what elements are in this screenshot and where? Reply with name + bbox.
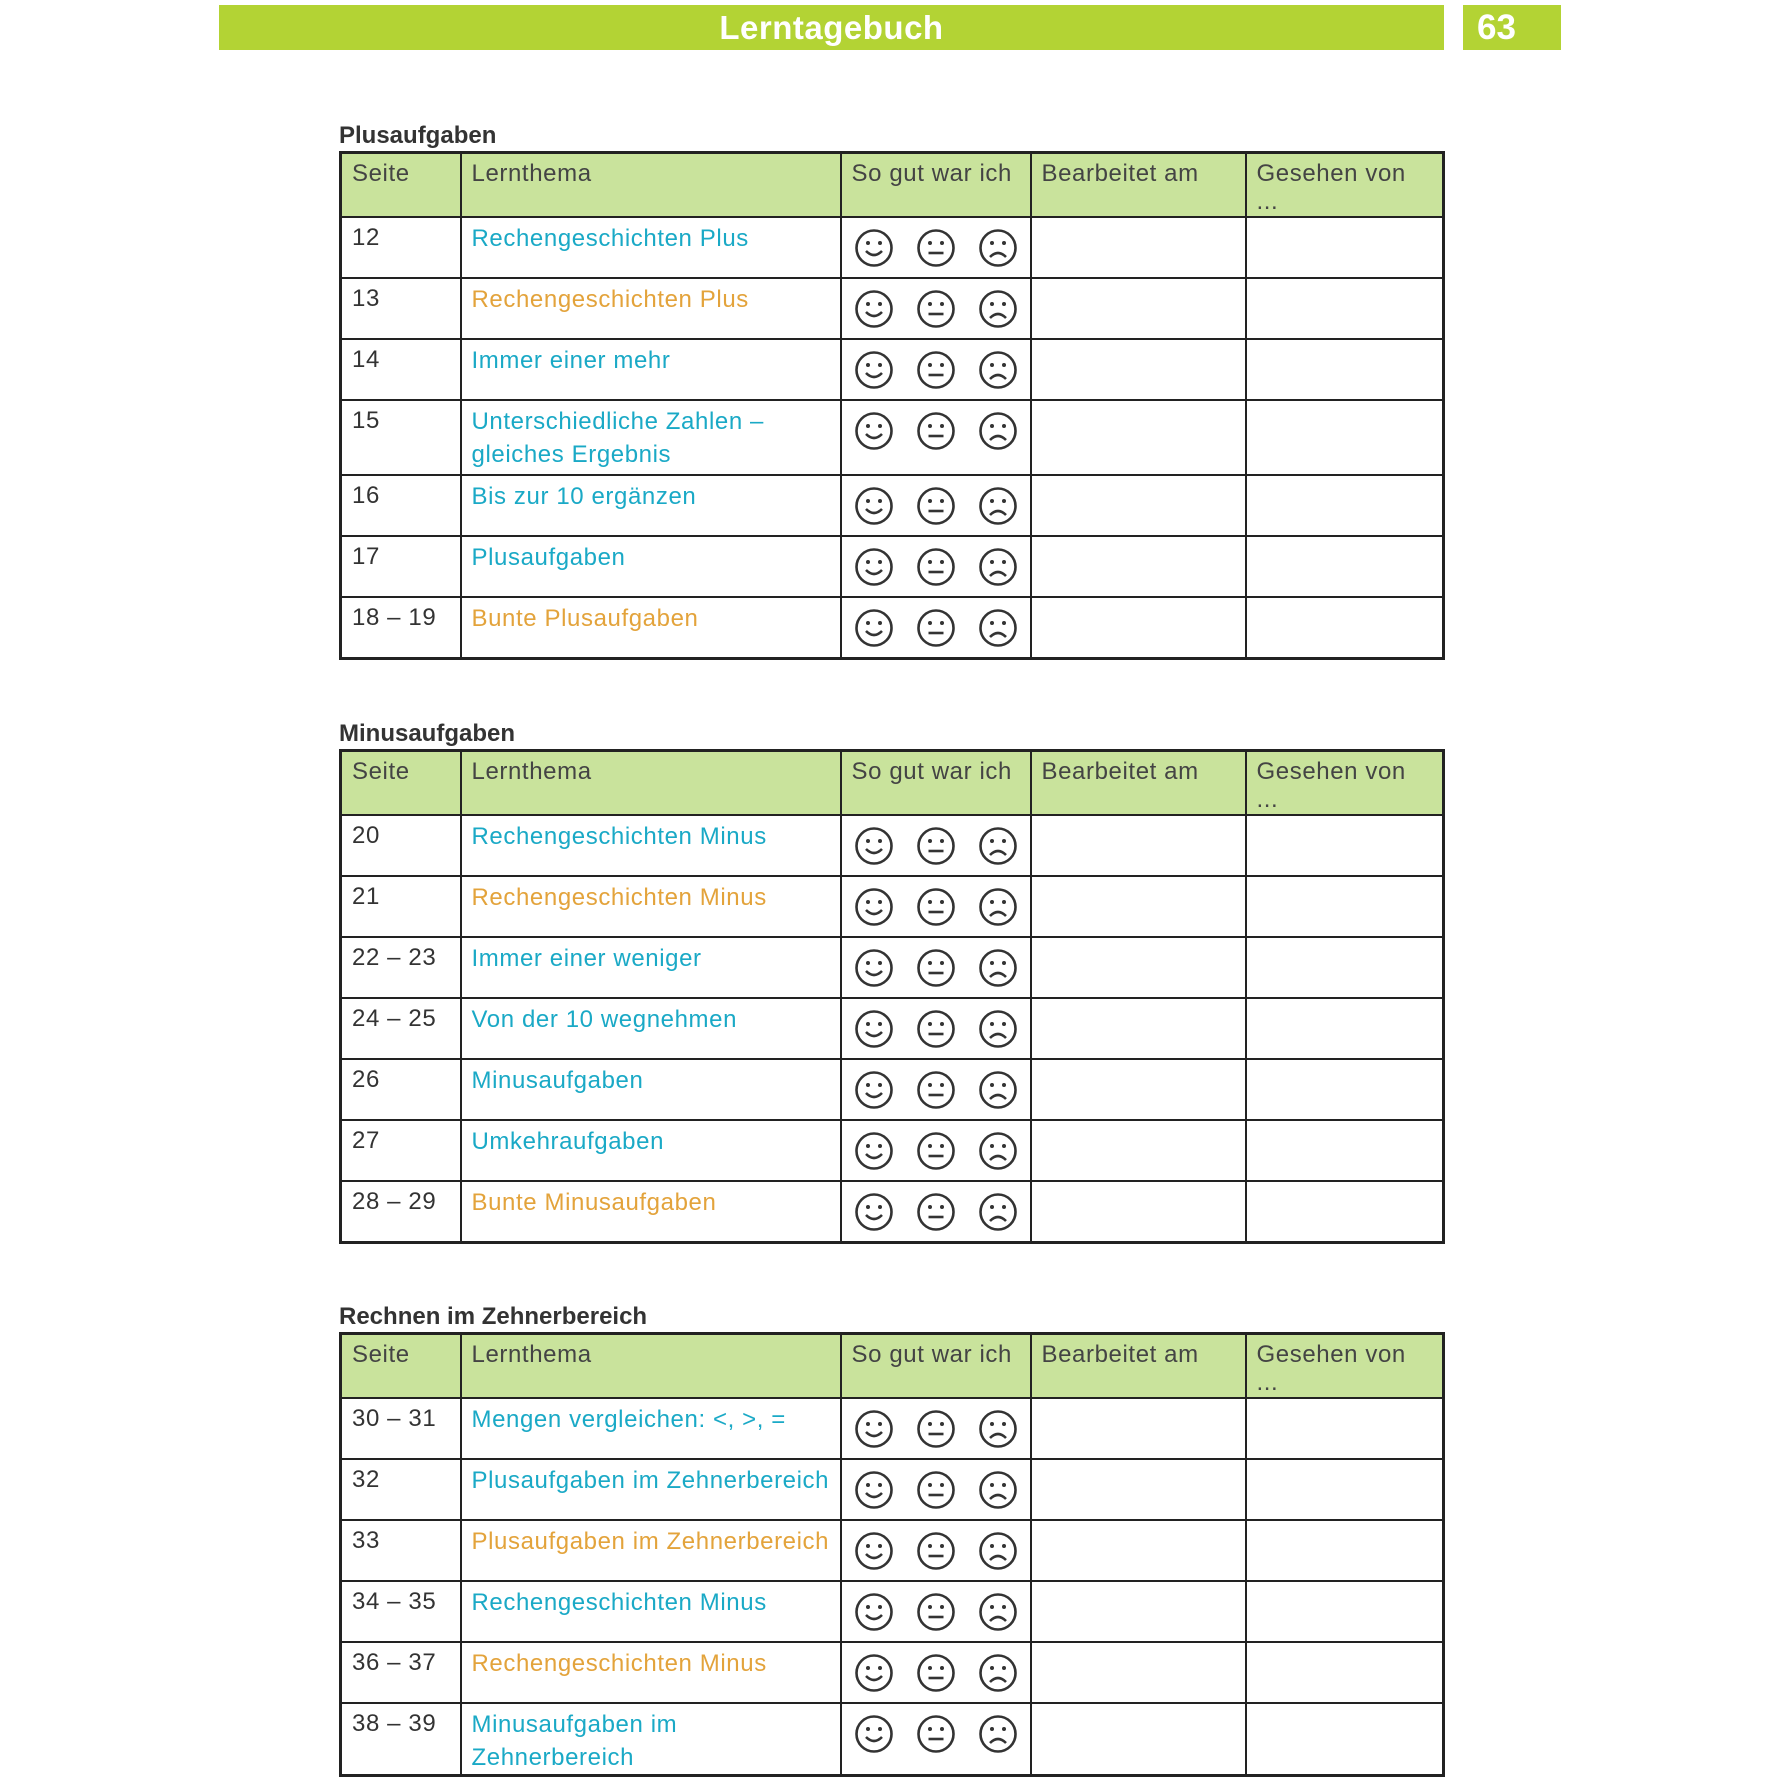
smiley-sad-icon[interactable] <box>978 289 1018 329</box>
header-title-bar <box>219 5 1444 50</box>
smiley-sad-icon[interactable] <box>978 1714 1018 1754</box>
table-header-row <box>341 153 1444 218</box>
rating-cell <box>841 217 1031 278</box>
rating-cell <box>841 400 1031 475</box>
smiley-neutral-icon[interactable] <box>916 948 956 988</box>
column-header: So gut war ich <box>841 751 1031 816</box>
column-header: Gesehen von ... <box>1246 1334 1444 1399</box>
seen-by-cell[interactable] <box>1246 1059 1444 1120</box>
page-number: 63 <box>1477 7 1516 47</box>
seen-by-cell[interactable] <box>1246 339 1444 400</box>
column-header: Bearbeitet am <box>1031 153 1246 218</box>
page-cell: 17 <box>341 536 461 597</box>
table-row <box>341 876 1444 937</box>
seen-by-cell[interactable] <box>1246 876 1444 937</box>
rating-cell <box>841 339 1031 400</box>
rating-cell <box>841 278 1031 339</box>
page-cell: 32 <box>341 1459 461 1520</box>
smiley-neutral-icon[interactable] <box>916 411 956 451</box>
date-cell[interactable] <box>1031 1059 1246 1120</box>
smiley-happy-icon[interactable] <box>854 547 894 587</box>
topic-cell: Unterschiedliche Zahlen – gleiches Ergebnis <box>461 400 841 475</box>
section-title: Plusaufgaben <box>339 122 497 149</box>
date-cell[interactable] <box>1031 1642 1246 1703</box>
smiley-neutral-icon[interactable] <box>916 608 956 648</box>
table-header-row <box>341 751 1444 816</box>
topic-cell: Bunte Minusaufgaben <box>461 1181 841 1242</box>
page-cell: 13 <box>341 278 461 339</box>
smiley-happy-icon[interactable] <box>854 1131 894 1171</box>
rating-cell <box>841 1398 1031 1459</box>
smiley-happy-icon[interactable] <box>854 350 894 390</box>
smiley-happy-icon[interactable] <box>854 228 894 268</box>
smiley-happy-icon[interactable] <box>854 1070 894 1110</box>
smiley-neutral-icon[interactable] <box>916 1470 956 1510</box>
rating-cell <box>841 1520 1031 1581</box>
page-cell: 30 – 31 <box>341 1398 461 1459</box>
smiley-neutral-icon[interactable] <box>916 1131 956 1171</box>
smiley-sad-icon[interactable] <box>978 1131 1018 1171</box>
smiley-happy-icon[interactable] <box>854 411 894 451</box>
topic-cell: Rechengeschichten Minus <box>461 1581 841 1642</box>
topic-cell: Von der 10 wegnehmen <box>461 998 841 1059</box>
smiley-neutral-icon[interactable] <box>916 486 956 526</box>
table-row <box>341 1120 1444 1181</box>
smiley-happy-icon[interactable] <box>854 1653 894 1693</box>
table-row <box>341 536 1444 597</box>
seen-by-cell[interactable] <box>1246 1459 1444 1520</box>
smiley-sad-icon[interactable] <box>978 1653 1018 1693</box>
page-cell: 24 – 25 <box>341 998 461 1059</box>
table-row <box>341 475 1444 536</box>
smiley-sad-icon[interactable] <box>978 1070 1018 1110</box>
smiley-neutral-icon[interactable] <box>916 1653 956 1693</box>
rating-cell <box>841 998 1031 1059</box>
column-header: Lernthema <box>461 751 841 816</box>
rating-cell <box>841 1459 1031 1520</box>
rating-cell <box>841 1581 1031 1642</box>
page-cell: 14 <box>341 339 461 400</box>
smiley-sad-icon[interactable] <box>978 608 1018 648</box>
topic-cell: Umkehraufgaben <box>461 1120 841 1181</box>
rating-cell <box>841 475 1031 536</box>
column-header: Seite <box>341 751 461 816</box>
topic-cell: Bis zur 10 ergänzen <box>461 475 841 536</box>
table-row <box>341 1642 1444 1703</box>
date-cell[interactable] <box>1031 1181 1246 1242</box>
table-row <box>341 998 1444 1059</box>
seen-by-cell[interactable] <box>1246 815 1444 876</box>
smiley-neutral-icon[interactable] <box>916 228 956 268</box>
table-row <box>341 1520 1444 1581</box>
smiley-happy-icon[interactable] <box>854 608 894 648</box>
rating-cell <box>841 536 1031 597</box>
smiley-happy-icon[interactable] <box>854 887 894 927</box>
topic-cell: Mengen vergleichen: <, >, = <box>461 1398 841 1459</box>
smiley-neutral-icon[interactable] <box>916 289 956 329</box>
column-header: Seite <box>341 1334 461 1399</box>
table-row <box>341 1398 1444 1459</box>
column-header: Bearbeitet am <box>1031 1334 1246 1399</box>
smiley-neutral-icon[interactable] <box>916 547 956 587</box>
date-cell[interactable] <box>1031 400 1246 475</box>
topic-cell: Immer einer mehr <box>461 339 841 400</box>
smiley-happy-icon[interactable] <box>854 1192 894 1232</box>
smiley-happy-icon[interactable] <box>854 826 894 866</box>
seen-by-cell[interactable] <box>1246 1520 1444 1581</box>
date-cell[interactable] <box>1031 1703 1246 1776</box>
table-header-row <box>341 1334 1444 1399</box>
seen-by-cell[interactable] <box>1246 400 1444 475</box>
section-title: Rechnen im Zehnerbereich <box>339 1303 648 1330</box>
smiley-sad-icon[interactable] <box>978 887 1018 927</box>
page-cell: 22 – 23 <box>341 937 461 998</box>
seen-by-cell[interactable] <box>1246 1642 1444 1703</box>
topic-cell: Rechengeschichten Minus <box>461 815 841 876</box>
table-row <box>341 815 1444 876</box>
date-cell[interactable] <box>1031 876 1246 937</box>
date-cell[interactable] <box>1031 278 1246 339</box>
topic-cell: Minusaufgaben im Zehnerbereich <box>461 1703 841 1776</box>
smiley-sad-icon[interactable] <box>978 826 1018 866</box>
smiley-sad-icon[interactable] <box>978 948 1018 988</box>
table-row <box>341 217 1444 278</box>
section-minusaufgaben <box>339 719 1442 1244</box>
column-header: Lernthema <box>461 1334 841 1399</box>
topic-cell: Rechengeschichten Minus <box>461 876 841 937</box>
page-cell: 18 – 19 <box>341 597 461 658</box>
smiley-neutral-icon[interactable] <box>916 1409 956 1449</box>
topic-cell: Bunte Plusaufgaben <box>461 597 841 658</box>
smiley-neutral-icon[interactable] <box>916 1714 956 1754</box>
rating-cell <box>841 1059 1031 1120</box>
date-cell[interactable] <box>1031 1459 1246 1520</box>
table-row <box>341 1459 1444 1520</box>
smiley-sad-icon[interactable] <box>978 1009 1018 1049</box>
date-cell[interactable] <box>1031 536 1246 597</box>
smiley-happy-icon[interactable] <box>854 289 894 329</box>
page-cell: 12 <box>341 217 461 278</box>
smiley-happy-icon[interactable] <box>854 1714 894 1754</box>
smiley-sad-icon[interactable] <box>978 547 1018 587</box>
smiley-happy-icon[interactable] <box>854 1470 894 1510</box>
rating-cell <box>841 1642 1031 1703</box>
smiley-sad-icon[interactable] <box>978 228 1018 268</box>
seen-by-cell[interactable] <box>1246 1120 1444 1181</box>
smiley-neutral-icon[interactable] <box>916 350 956 390</box>
column-header: Gesehen von ... <box>1246 153 1444 218</box>
smiley-happy-icon[interactable] <box>854 1592 894 1632</box>
page-cell: 36 – 37 <box>341 1642 461 1703</box>
topic-cell: Rechengeschichten Plus <box>461 278 841 339</box>
topic-cell: Rechengeschichten Minus <box>461 1642 841 1703</box>
learning-diary-table <box>339 749 1445 1244</box>
date-cell[interactable] <box>1031 217 1246 278</box>
table-row <box>341 278 1444 339</box>
smiley-sad-icon[interactable] <box>978 1192 1018 1232</box>
smiley-sad-icon[interactable] <box>978 1470 1018 1510</box>
date-cell[interactable] <box>1031 475 1246 536</box>
smiley-happy-icon[interactable] <box>854 486 894 526</box>
page-cell: 33 <box>341 1520 461 1581</box>
section-plusaufgaben <box>339 121 1442 660</box>
page-cell: 34 – 35 <box>341 1581 461 1642</box>
seen-by-cell[interactable] <box>1246 998 1444 1059</box>
topic-cell: Rechengeschichten Plus <box>461 217 841 278</box>
date-cell[interactable] <box>1031 1398 1246 1459</box>
page-cell: 21 <box>341 876 461 937</box>
table-row <box>341 400 1444 475</box>
smiley-neutral-icon[interactable] <box>916 887 956 927</box>
table-row <box>341 597 1444 658</box>
date-cell[interactable] <box>1031 1520 1246 1581</box>
table-row <box>341 339 1444 400</box>
topic-cell: Minusaufgaben <box>461 1059 841 1120</box>
rating-cell <box>841 937 1031 998</box>
seen-by-cell[interactable] <box>1246 597 1444 658</box>
column-header: Bearbeitet am <box>1031 751 1246 816</box>
learning-diary-table <box>339 151 1445 660</box>
column-header: Seite <box>341 153 461 218</box>
page-cell: 16 <box>341 475 461 536</box>
smiley-sad-icon[interactable] <box>978 1592 1018 1632</box>
smiley-sad-icon[interactable] <box>978 1409 1018 1449</box>
table-row <box>341 1059 1444 1120</box>
smiley-sad-icon[interactable] <box>978 350 1018 390</box>
page-cell: 15 <box>341 400 461 475</box>
page-cell: 38 – 39 <box>341 1703 461 1776</box>
smiley-neutral-icon[interactable] <box>916 1070 956 1110</box>
smiley-neutral-icon[interactable] <box>916 826 956 866</box>
date-cell[interactable] <box>1031 815 1246 876</box>
section-title: Minusaufgaben <box>339 720 516 747</box>
date-cell[interactable] <box>1031 597 1246 658</box>
smiley-neutral-icon[interactable] <box>916 1192 956 1232</box>
column-header: So gut war ich <box>841 1334 1031 1399</box>
smiley-happy-icon[interactable] <box>854 1409 894 1449</box>
date-cell[interactable] <box>1031 998 1246 1059</box>
rating-cell <box>841 876 1031 937</box>
page-title: Lerntagebuch <box>719 8 944 46</box>
table-row <box>341 1581 1444 1642</box>
seen-by-cell[interactable] <box>1246 536 1444 597</box>
column-header: Gesehen von ... <box>1246 751 1444 816</box>
column-header: Lernthema <box>461 153 841 218</box>
table-row <box>341 1181 1444 1242</box>
page-number-box <box>1463 5 1561 50</box>
smiley-neutral-icon[interactable] <box>916 1531 956 1571</box>
seen-by-cell[interactable] <box>1246 937 1444 998</box>
smiley-sad-icon[interactable] <box>978 411 1018 451</box>
smiley-neutral-icon[interactable] <box>916 1592 956 1632</box>
topic-cell: Plusaufgaben <box>461 536 841 597</box>
seen-by-cell[interactable] <box>1246 278 1444 339</box>
page-cell: 26 <box>341 1059 461 1120</box>
table-row <box>341 937 1444 998</box>
seen-by-cell[interactable] <box>1246 1703 1444 1776</box>
date-cell[interactable] <box>1031 339 1246 400</box>
rating-cell <box>841 597 1031 658</box>
rating-cell <box>841 1181 1031 1242</box>
seen-by-cell[interactable] <box>1246 1398 1444 1459</box>
seen-by-cell[interactable] <box>1246 1181 1444 1242</box>
seen-by-cell[interactable] <box>1246 1581 1444 1642</box>
smiley-happy-icon[interactable] <box>854 948 894 988</box>
smiley-sad-icon[interactable] <box>978 1531 1018 1571</box>
rating-cell <box>841 815 1031 876</box>
date-cell[interactable] <box>1031 937 1246 998</box>
rating-cell <box>841 1703 1031 1776</box>
date-cell[interactable] <box>1031 1120 1246 1181</box>
smiley-neutral-icon[interactable] <box>916 1009 956 1049</box>
section-zehnerbereich <box>339 1302 1442 1777</box>
table-row <box>341 1703 1444 1776</box>
seen-by-cell[interactable] <box>1246 475 1444 536</box>
page-cell: 28 – 29 <box>341 1181 461 1242</box>
learning-diary-table <box>339 1332 1445 1777</box>
rating-cell <box>841 1120 1031 1181</box>
smiley-happy-icon[interactable] <box>854 1009 894 1049</box>
topic-cell: Immer einer weniger <box>461 937 841 998</box>
topic-cell: Plusaufgaben im Zehnerbereich <box>461 1520 841 1581</box>
smiley-sad-icon[interactable] <box>978 486 1018 526</box>
seen-by-cell[interactable] <box>1246 217 1444 278</box>
smiley-happy-icon[interactable] <box>854 1531 894 1571</box>
column-header: So gut war ich <box>841 153 1031 218</box>
page-cell: 27 <box>341 1120 461 1181</box>
topic-cell: Plusaufgaben im Zehnerbereich <box>461 1459 841 1520</box>
date-cell[interactable] <box>1031 1581 1246 1642</box>
page-cell: 20 <box>341 815 461 876</box>
